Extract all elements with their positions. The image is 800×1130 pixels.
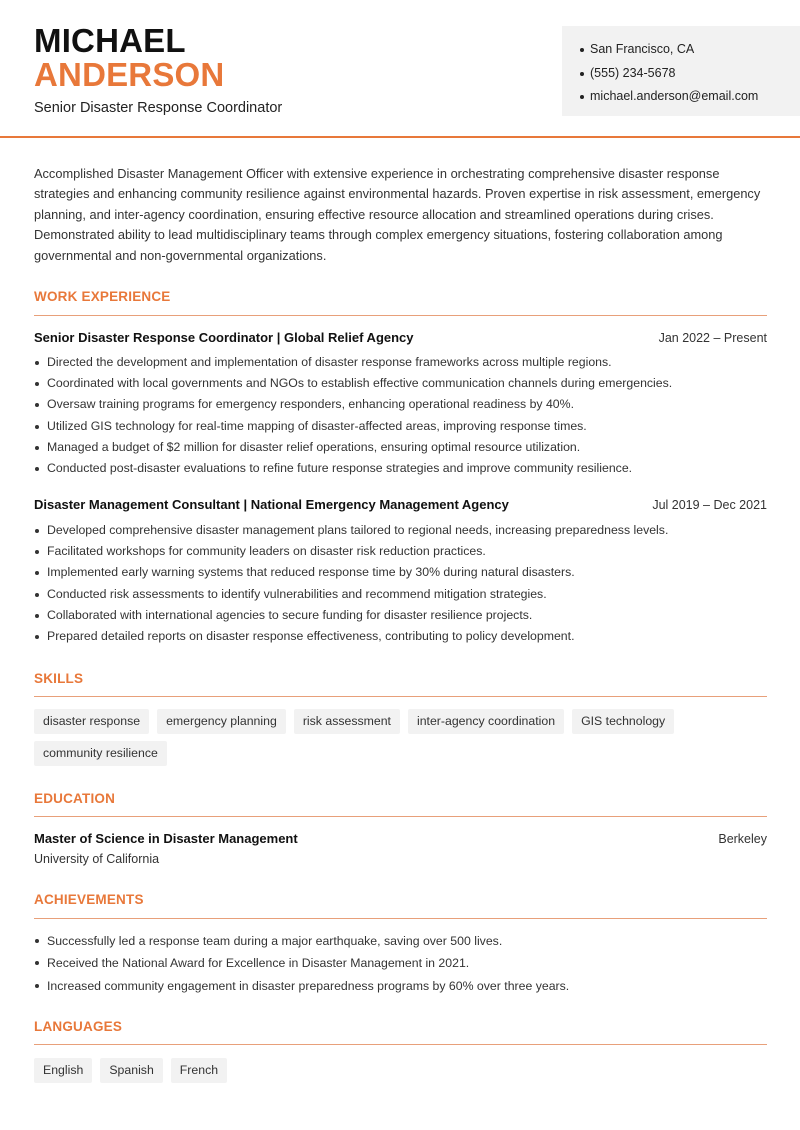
job-date-2: Jul 2019 – Dec 2021	[652, 498, 767, 512]
languages-list	[34, 1058, 767, 1083]
list-item: Facilitated workshops for community leaders on disaster risk reduction practices.	[34, 541, 767, 562]
job-title-2: Disaster Management Consultant | National Emergency Management Agency	[34, 497, 509, 512]
skills-list	[34, 709, 767, 766]
section-divider	[34, 315, 767, 316]
language-tag: French	[171, 1058, 227, 1083]
list-item: Prepared detailed reports on disaster response effectiveness, contributing to policy development.	[34, 626, 767, 647]
job-title-1: Senior Disaster Response Coordinator | Global Relief Agency	[34, 330, 414, 345]
list-item: Conducted risk assessments to identify vulnerabilities and recommend mitigation strategies.	[34, 584, 767, 605]
last-name: ANDERSON	[34, 56, 225, 93]
list-item: Oversaw training programs for emergency responders, enhancing operational readiness by 40%.	[34, 394, 767, 415]
section-divider	[34, 816, 767, 817]
job-entry-1	[34, 330, 767, 346]
language-tag: English	[34, 1058, 92, 1083]
job-entry-2	[34, 497, 767, 513]
school-name: University of California	[34, 852, 160, 866]
job-bullets-2	[34, 520, 767, 647]
list-item: Developed comprehensive disaster management plans tailored to regional needs, increasing preparedness levels.	[34, 520, 767, 541]
skills-heading: SKILLS	[34, 671, 84, 686]
education-location: Berkeley	[718, 832, 767, 846]
list-item: Successfully led a response team during a major earthquake, saving over 500 lives.	[34, 930, 767, 952]
skill-tag: inter-agency coordination	[408, 709, 564, 734]
list-item: Managed a budget of $2 million for disaster relief operations, ensuring optimal resource utilization.	[34, 437, 767, 458]
list-item: Increased community engagement in disaster preparedness programs by 60% over three years.	[34, 975, 767, 997]
contact-box	[562, 26, 800, 116]
skill-tag: disaster response	[34, 709, 149, 734]
skill-tag: emergency planning	[157, 709, 286, 734]
degree-title: Master of Science in Disaster Management	[34, 831, 298, 846]
summary-paragraph: Accomplished Disaster Management Officer with extensive experience in orchestrating comprehensive disaster response strategies and enhancing community resilience against environmental hazards. Proven expertise in risk assessment, emergency planning, and inter-agency coordination, ensuring effective resource allocation and streamlined operations during crises. Demonstrated ability to lead multidisciplinary teams through complex emergency situations, fostering collaboration among governmental and non-governmental organizations.	[34, 166, 761, 263]
resume-header	[0, 0, 800, 138]
section-divider	[34, 696, 767, 697]
contact-phone: (555) 234-5678	[580, 62, 758, 86]
job-date-1: Jan 2022 – Present	[658, 331, 767, 345]
list-item: Received the National Award for Excellence in Disaster Management in 2021.	[34, 952, 767, 974]
achievements-heading: ACHIEVEMENTS	[34, 892, 144, 907]
skill-tag: risk assessment	[294, 709, 400, 734]
work-experience-heading: WORK EXPERIENCE	[34, 289, 171, 304]
skill-tag: community resilience	[34, 741, 167, 766]
list-item: Directed the development and implementation of disaster response frameworks across multiple regions.	[34, 352, 767, 373]
job-bullets-1	[34, 352, 767, 479]
contact-email[interactable]: michael.anderson@email.com	[580, 85, 758, 109]
first-name: MICHAEL	[34, 22, 186, 59]
list-item: Coordinated with local governments and NGOs to establish effective communication channels during emergencies.	[34, 373, 767, 394]
section-divider	[34, 1044, 767, 1045]
languages-heading: LANGUAGES	[34, 1019, 123, 1034]
list-item: Collaborated with international agencies to secure funding for disaster resilience projects.	[34, 605, 767, 626]
list-item: Conducted post-disaster evaluations to refine future response strategies and improve community resilience.	[34, 458, 767, 479]
education-heading: EDUCATION	[34, 791, 116, 806]
education-entry	[34, 831, 767, 847]
language-tag: Spanish	[100, 1058, 162, 1083]
list-item: Utilized GIS technology for real-time mapping of disaster-affected areas, improving response times.	[34, 416, 767, 437]
skill-tag: GIS technology	[572, 709, 674, 734]
section-divider	[34, 918, 767, 919]
list-item: Implemented early warning systems that reduced response time by 30% during natural disasters.	[34, 562, 767, 583]
contact-location: San Francisco, CA	[580, 38, 758, 62]
job-title: Senior Disaster Response Coordinator	[34, 100, 283, 116]
achievements-list	[34, 930, 767, 997]
